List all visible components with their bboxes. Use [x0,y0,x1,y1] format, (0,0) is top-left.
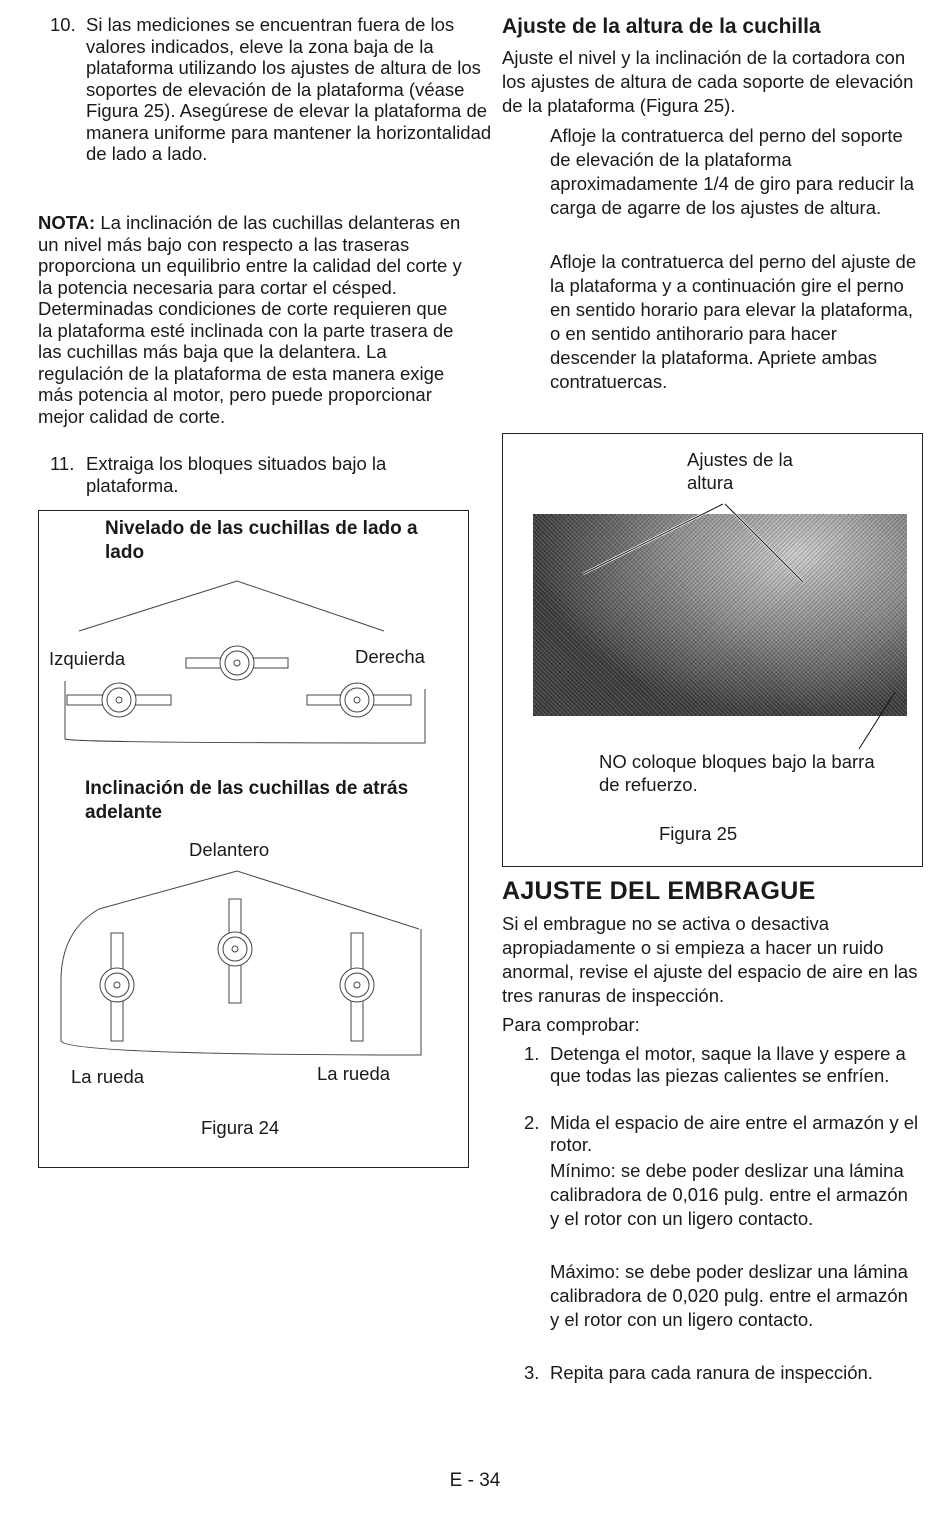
note-text: La inclinación de las cuchillas delanteras en un nivel más bajo con respecto a las traseras proporciona un equilibrio entre la calidad del corte y la potencia necesaria para cortar el césped. Determinadas condiciones de corte requieren que la plataforma esté inclinada con la parte trasera de las cuchillas más baja que la delantera. La regulación de la plataforma de esta manera exige más potencia al motor, pero puede proporcionar mejor calidad de corte. [38,212,462,427]
figure-24-right-label: Derecha [355,646,425,667]
step-10-text: Si las mediciones se encuentran fuera de los valores indicados, eleve la zona baja de la plataforma utilizando los ajustes de altura de los soportes de elevación de la plataforma (véase Figura 25). Asegúrese de elevar la plataforma de manera uniforme para mantener la horizontalidad de lado a lado. [86,14,492,164]
clutch-step-2-number: 2. [524,1112,540,1133]
figure-25 [502,433,923,867]
figure-24 [38,510,469,1168]
step-11 [38,453,481,496]
clutch-step-3-number: 3. [524,1362,540,1383]
figure-24-front-label: Delantero [189,839,270,860]
figure-24-side-title: Nivelado de las cuchillas de lado a lado [105,518,418,563]
clutch-step-1 [502,1043,928,1087]
page-number: E - 34 [449,1470,501,1491]
clutch-step-3-text: Repita para cada ranura de inspección. [550,1362,873,1383]
step-11-text: Extraiga los bloques situados bajo la plataforma. [86,453,387,496]
step-11-number: 11. [50,453,75,474]
figure-25-caption: Figura 25 [659,823,738,844]
figure-24-diagram [39,511,468,1167]
blade-intro: Ajuste el nivel y la inclinación de la cortadora con los ajustes de altura de cada soporte de elevación de la plataforma (Figura 25). [502,47,914,116]
side-to-side-outline [79,581,384,631]
clutch-step-1-text: Detenga el motor, saque la llave y espere a que todas las piezas calientes se enfríen. [550,1043,906,1086]
clutch-intro: Si el embrague no se activa o desactiva apropiadamente o si empieza a hacer un ruido anormal, revise el ajuste del espacio de aire en las tres ranuras de inspección. [502,913,918,1006]
clutch-heading: AJUSTE DEL EMBRAGUE [502,877,816,905]
clutch-step-2 [502,1112,930,1156]
figure-24-caption: Figura 24 [201,1117,280,1138]
blade-right-icon [307,683,411,717]
blade-instruction-1: Afloje la contratuerca del perno del soporte de elevación de la plataforma aproximadamente 1/4 de giro para reducir la carga de agarre de los ajustes de altura. [550,125,915,218]
front-to-back-outline-top [99,871,419,929]
step-10 [38,14,496,165]
blade-front-center-icon [218,899,252,1003]
figure-24-tilt-title: Inclinación de las cuchillas de atrás adelante [85,778,409,823]
blade-front-right-icon [340,933,374,1041]
clutch-minimum: Mínimo: se debe poder deslizar una lámina calibradora de 0,016 pulg. entre el armazón y el rotor con un ligero contacto. [550,1160,908,1229]
clutch-step-3 [502,1362,930,1384]
note-paragraph [38,212,466,427]
step-10-number: 10. [50,14,76,35]
clutch-step-1-number: 1. [524,1043,540,1064]
figure-25-callout-lines [503,434,922,866]
figure-25-callout-bottom: NO coloque bloques bajo la barra de refuerzo. [599,751,875,795]
figure-24-wheel-left-label: La rueda [71,1066,145,1087]
figure-24-left-label: Izquierda [49,648,126,669]
blade-instruction-2: Afloje la contratuerca del perno del ajuste de la plataforma y a continuación gire el perno en sentido horario para elevar la plataforma, o en sentido antihorario para hacer descender la plataforma. Apriete ambas contratuercas. [550,251,917,392]
note-label: NOTA: [38,212,96,233]
clutch-maximum: Máximo: se debe poder deslizar una lámina calibradora de 0,020 pulg. entre el armazón y el rotor con un ligero contacto. [550,1261,908,1330]
check-label: Para comprobar: [502,1014,640,1035]
blade-left-icon [67,683,171,717]
clutch-step-2-text: Mida el espacio de aire entre el armazón y el rotor. [550,1112,919,1155]
figure-24-wheel-right-label: La rueda [317,1063,391,1084]
blade-center-icon [186,646,288,680]
blade-height-heading: Ajuste de la altura de la cuchilla [502,15,821,38]
blade-front-left-icon [100,933,134,1041]
figure-25-callout-top: Ajustes de la altura [687,449,793,493]
